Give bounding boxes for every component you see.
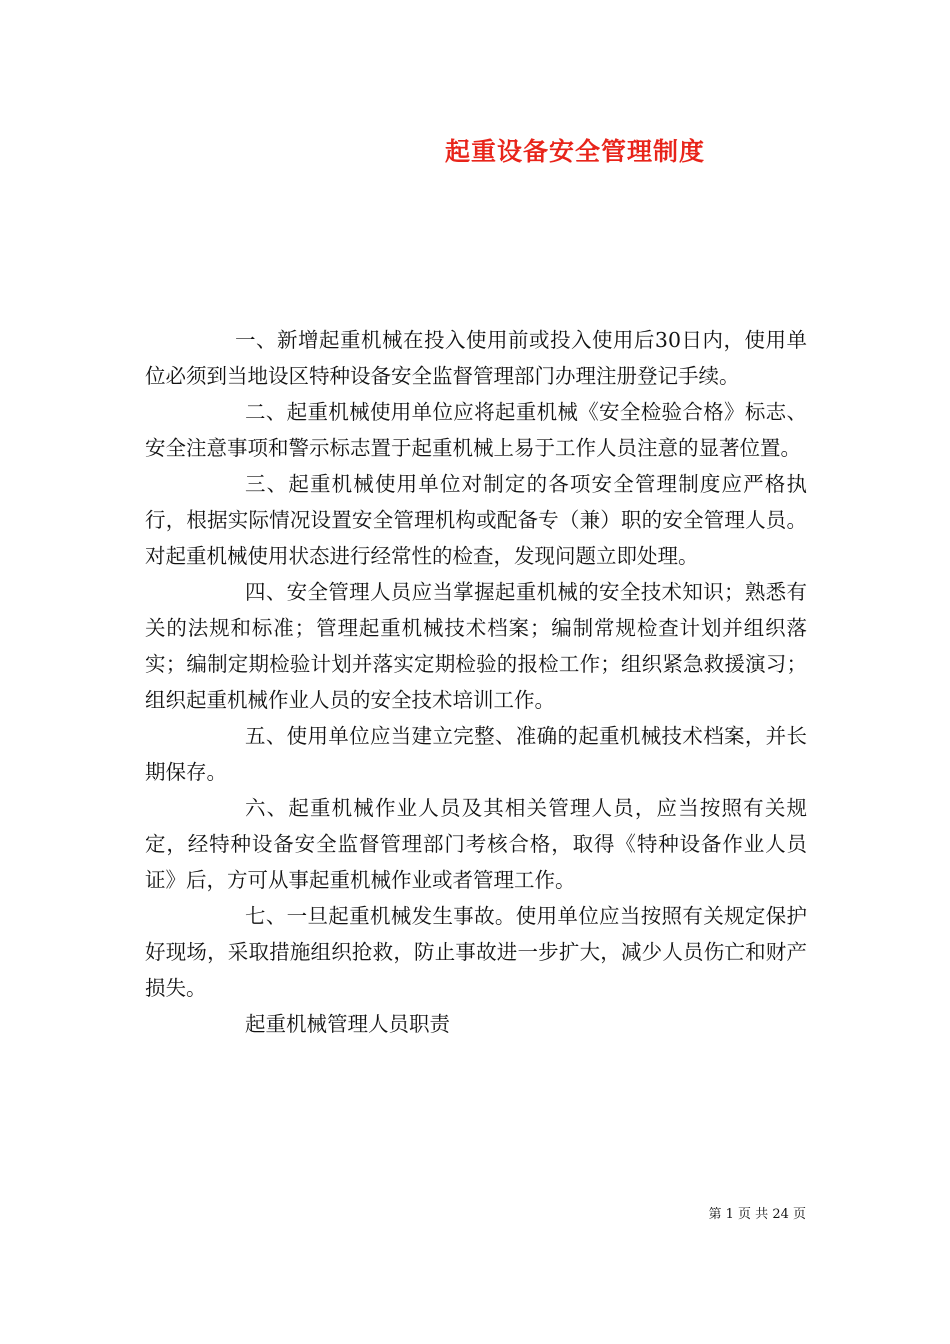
paragraph-7: 七、一旦起重机械发生事故。使用单位应当按照有关规定保护好现场，采取措施组织抢救，防止事故进一步扩大，减少人员伤亡和财产损失。 [145, 904, 807, 1000]
paragraph-4: 四、安全管理人员应当掌握起重机械的安全技术知识；熟悉有关的法规和标准；管理起重机械技术档案；编制常规检查计划并组织落实；编制定期检验计划并落实定期检验的报检工作；组织紧急救援演习；组织起重机械作业人员的安全技术培训工作。 [145, 580, 807, 712]
paragraph-6: 六、起重机械作业人员及其相关管理人员，应当按照有关规定，经特种设备安全监督管理部门考核合格，取得《特种设备作业人员证》后，方可从事起重机械作业或者管理工作。 [145, 796, 807, 892]
paragraph-3: 三、起重机械使用单位对制定的各项安全管理制度应严格执行，根据实际情况设置安全管理机构或配备专（兼）职的安全管理人员。对起重机械使用状态进行经常性的检查，发现问题立即处理。 [145, 472, 807, 568]
section-heading: 起重机械管理人员职责 [245, 1012, 450, 1036]
paragraph-5: 五、使用单位应当建立完整、准确的起重机械技术档案，并长期保存。 [145, 724, 807, 784]
page-number: 第 1 页 共 24 页 [708, 1207, 806, 1222]
paragraph-2: 二、起重机械使用单位应将起重机械《安全检验合格》标志、安全注意事项和警示标志置于起重机械上易于工作人员注意的显著位置。 [145, 400, 807, 460]
document-title: 起重设备安全管理制度 [444, 137, 705, 166]
document-body [145, 322, 807, 1042]
paragraph-1: 一、新增起重机械在投入使用前或投入使用后30日内，使用单位必须到当地设区特种设备安全监督管理部门办理注册登记手续。 [145, 328, 807, 388]
